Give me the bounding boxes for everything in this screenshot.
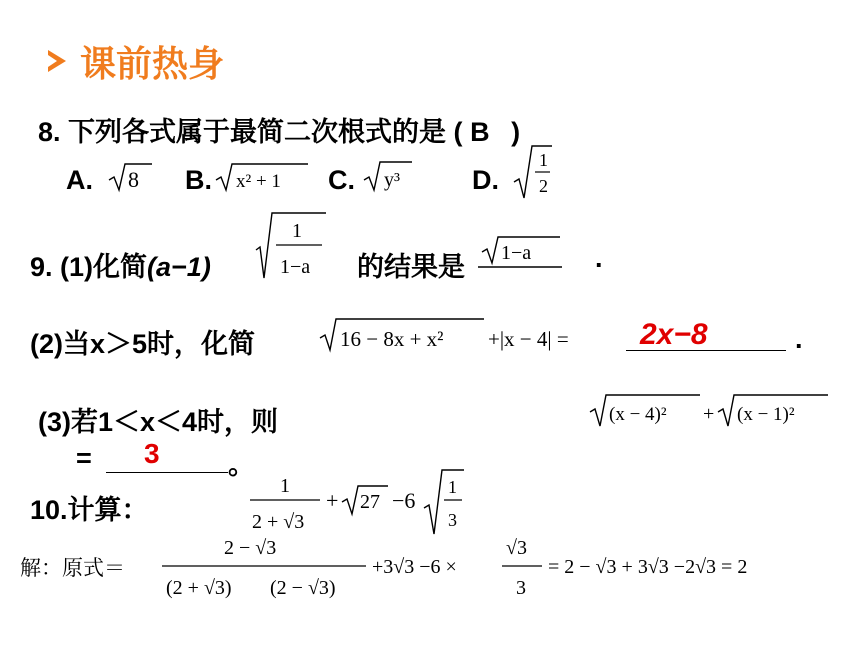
q8-option-a-expr — [106, 160, 156, 194]
q9-3-text: (3)若1＜x＜4时，则 — [38, 407, 279, 437]
q9-1-result-label: 的结果是 — [357, 252, 465, 282]
q9-2-text: (2)当x＞5时，化简 — [30, 329, 256, 359]
q8-stem: 8. 下列各式属于最简二次根式的是 ( B ) — [38, 117, 521, 147]
svg-text:3: 3 — [448, 510, 457, 530]
q8-option-c-expr — [362, 158, 414, 194]
q9-3-equals: = — [76, 443, 92, 473]
q9-3-expr — [588, 390, 833, 432]
q8-option-b-expr — [214, 160, 310, 194]
svg-text:(2 − √3): (2 − √3) — [270, 577, 336, 599]
svg-text:1: 1 — [292, 220, 302, 242]
svg-text:1: 1 — [448, 477, 457, 497]
svg-text:+3√3 −6 ×: +3√3 −6 × — [372, 556, 457, 578]
q8-option-d: D. — [472, 165, 499, 195]
q9-2-expr — [318, 314, 608, 356]
q9-3-answer: 3 — [144, 438, 160, 469]
svg-text:(x − 4)²: (x − 4)² — [609, 404, 667, 425]
section-title — [48, 36, 224, 87]
svg-text:1−a: 1−a — [501, 242, 532, 264]
svg-text:√3: √3 — [506, 537, 527, 559]
svg-text:2 + √3: 2 + √3 — [252, 511, 305, 533]
svg-text:27: 27 — [360, 491, 380, 513]
section-title-text: 课前热身 — [80, 43, 225, 84]
svg-text:8: 8 — [128, 167, 139, 192]
svg-text:x² + 1: x² + 1 — [236, 171, 281, 192]
solution-label: 解：原式＝ — [20, 557, 125, 580]
q8-option-b: B. — [185, 165, 212, 195]
svg-text:(2 + √3): (2 + √3) — [166, 577, 232, 599]
svg-text:y³: y³ — [384, 169, 400, 191]
q9-2-period: . — [795, 324, 803, 354]
svg-text:16 − 8x + x²: 16 − 8x + x² — [340, 327, 444, 351]
q8-answer: B — [470, 117, 490, 147]
q9-3-end: 。 — [228, 450, 255, 480]
svg-text:+: + — [703, 403, 715, 425]
svg-text:= 2 − √3 + 3√3 −2√3 = 2: = 2 − √3 + 3√3 −2√3 = 2 — [548, 556, 748, 578]
q8-option-c: C. — [328, 165, 355, 195]
q9-1-period: . — [595, 243, 603, 273]
svg-text:2: 2 — [539, 176, 548, 196]
svg-text:+|x − 4| =: +|x − 4| = — [488, 327, 569, 351]
svg-text:2 − √3: 2 − √3 — [224, 537, 277, 559]
svg-text:+: + — [326, 488, 339, 513]
svg-text:3: 3 — [516, 577, 526, 599]
solution-expr — [160, 528, 840, 608]
svg-text:(x − 1)²: (x − 1)² — [737, 404, 795, 425]
svg-text:−6: −6 — [392, 488, 416, 513]
q9-1-radical — [254, 210, 330, 282]
svg-text:1: 1 — [280, 475, 290, 497]
q8-option-d-expr — [512, 142, 554, 202]
q8-option-a: A. — [66, 165, 93, 195]
q9-3-answer-line — [106, 472, 228, 473]
q9-1-answer — [476, 230, 566, 270]
svg-text:1: 1 — [539, 150, 548, 170]
q9-1-prefix: 9. (1)化简(a−1) — [30, 252, 211, 282]
q9-2-answer-line — [626, 350, 786, 351]
arrow-bullet-icon — [48, 50, 66, 72]
q9-2-answer: 2x−8 — [640, 318, 708, 351]
q10-text: 10.计算： — [30, 495, 149, 525]
svg-text:1−a: 1−a — [280, 256, 311, 278]
